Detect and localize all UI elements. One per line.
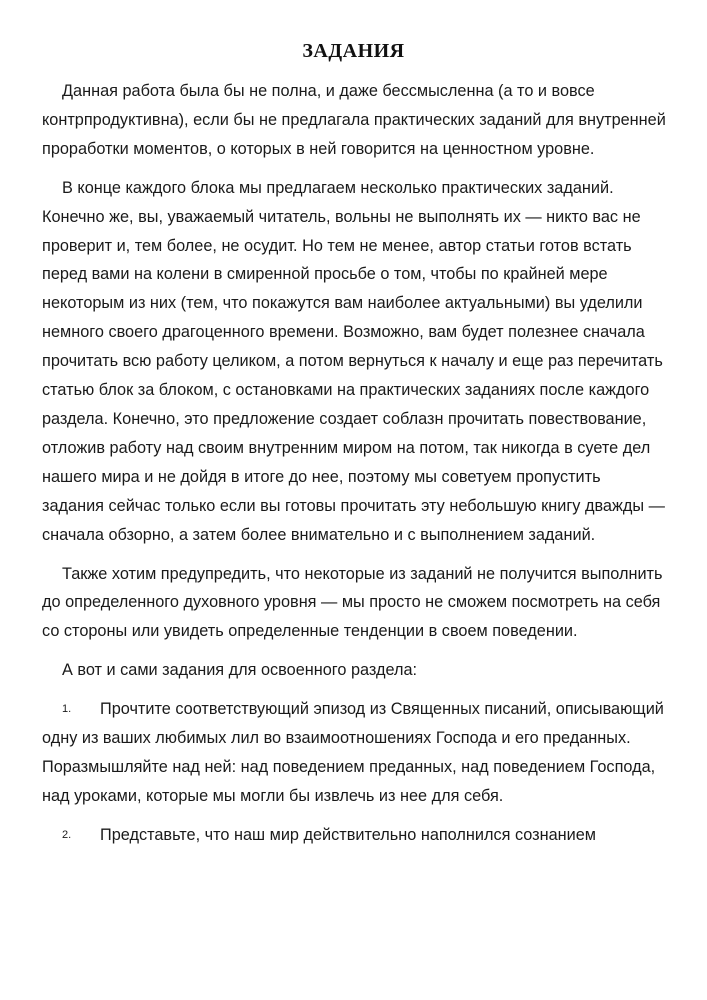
list-item-text: Представьте, что наш мир действительно наполнился сознанием — [100, 825, 596, 844]
list-item — [42, 695, 667, 811]
list-item-text: Прочтите соответствующий эпизод из Священных писаний, описывающий одну из ваших любимых лил во взаимоотношениях Господа и его преданных. Поразмышляйте над ней: над поведением преданных, над поведением Господа, над уроками, которые мы могли бы извлечь из нее для себя. — [42, 700, 664, 805]
list-item-number: 2. — [62, 828, 72, 841]
paragraph-intro: Данная работа была бы не полна, и даже бессмысленна (а то и вовсе контрпродуктивна), если бы не предлагала практических заданий для внутренней проработки моментов, о которых в ней говорится на ценностном уровне. — [42, 82, 666, 158]
paragraph-tasks-lead: А вот и сами задания для освоенного раздела: — [62, 661, 418, 680]
paragraph-tasks-note: В конце каждого блока мы предлагаем несколько практических заданий. Конечно же, вы, уважаемый читатель, вольны не выполнять их — никто вас не проверит и, тем более, не осудит. Но тем не менее, автор статьи готов встать перед вами на колени в смиренной просьбе о том, чтобы по крайней мере некоторым из них (тем, что покажутся вам наиболее актуальными) вы уделили немного своего драгоценного времени. Возможно, вам будет полезнее сначала прочитать всю работу целиком, а потом вернуться к началу и еще раз перечитать статью блок за блоком, с остановками на практических заданиях после каждого раздела. Конечно, это предложение создает соблазн прочитать повествование, отложив работу над своим внутренним миром на потом, так никогда в суете дел нашего мира и не дойдя в итоге до нее, поэтому мы советуем пропустить задания сейчас только если вы готовы прочитать эту небольшую книгу дважды — сначала обзорно, а затем более внимательно и с выполнением заданий. — [42, 178, 665, 544]
page-title: ЗАДАНИЯ — [302, 40, 405, 62]
document-body — [42, 77, 667, 860]
list-item-number: 1. — [62, 703, 72, 716]
list-item — [42, 821, 667, 850]
paragraph-warning: Также хотим предупредить, что некоторые из заданий не получится выполнить до определенного духовного уровня — мы просто не сможем посмотреть на себя со стороны или увидеть определенные тенденции в своем поведении. — [42, 564, 663, 641]
